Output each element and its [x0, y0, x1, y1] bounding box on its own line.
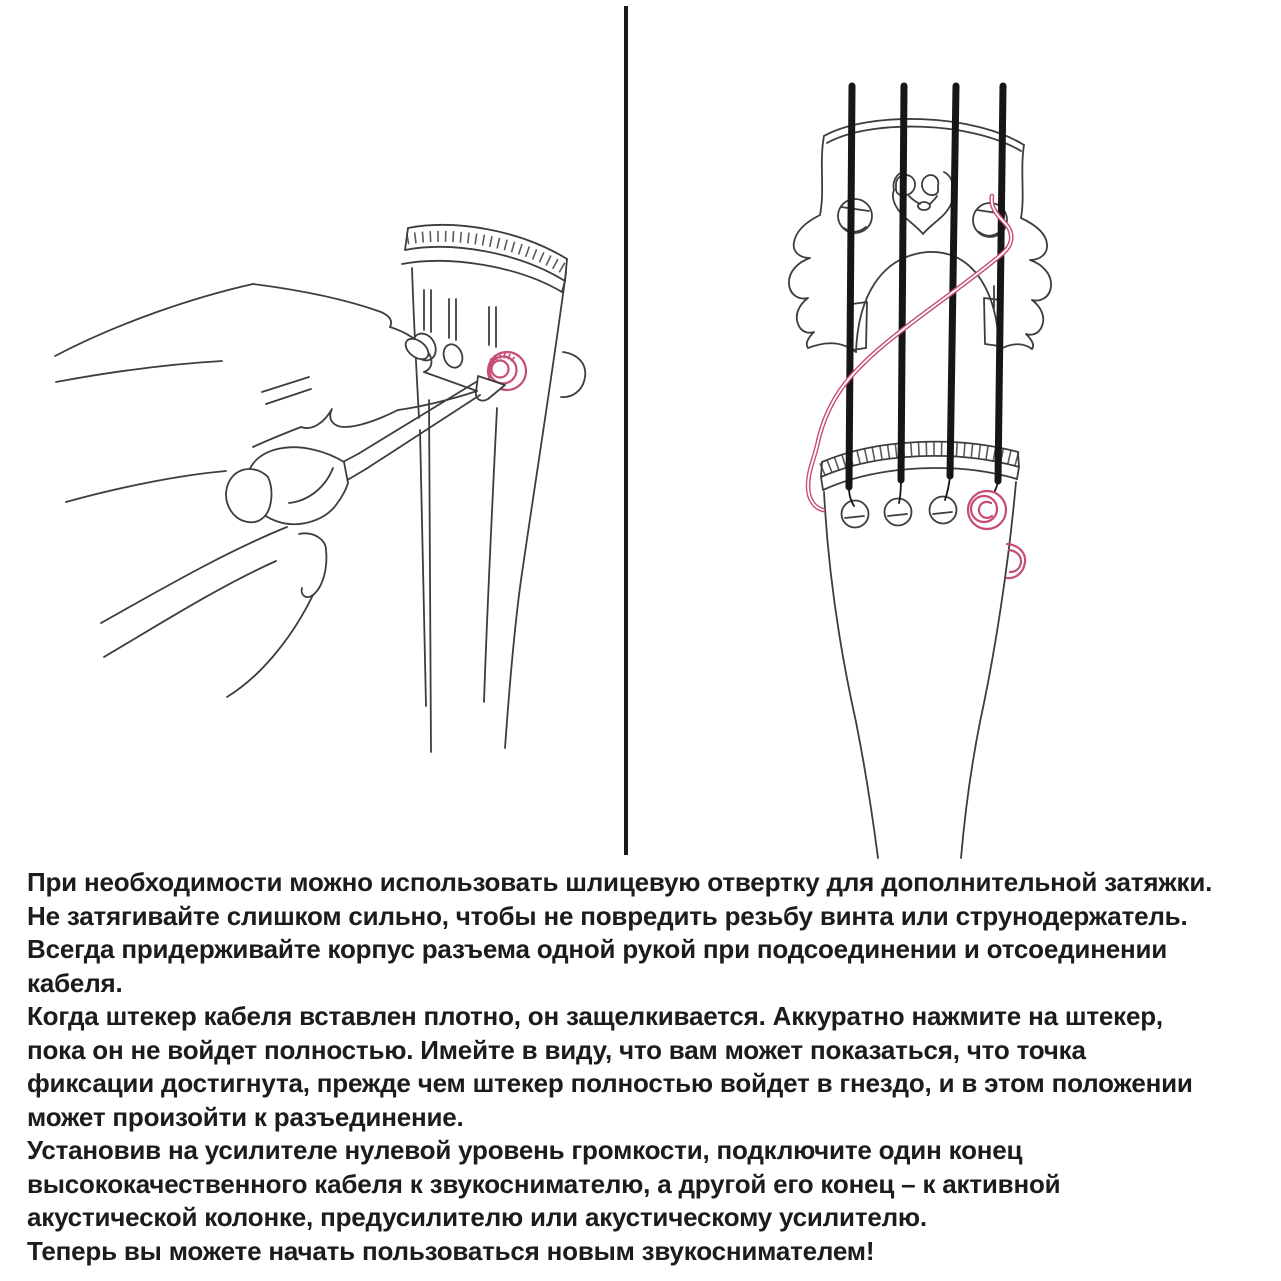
instructions-text	[27, 866, 1259, 1268]
text-line: Не затягивайте слишком сильно, чтобы не повредить резьбу винта или струнодержатель.	[27, 900, 1188, 931]
text-line: кабеля.	[27, 967, 123, 998]
side-knob	[1007, 544, 1025, 578]
text-line: высококачественного кабеля к звукоснимателю, а другой его конец – к активной	[27, 1168, 1061, 1199]
wrist-line-2	[104, 561, 276, 657]
hand-back	[253, 284, 391, 327]
bridge-eye-left	[838, 199, 872, 233]
fine-tuner-bump	[561, 352, 585, 397]
text-line: Когда штекер кабеля вставлен плотно, он защелкивается. Аккуратно нажмите на штекер,	[27, 1001, 1163, 1031]
text-line: акустической колонке, предусилителю или акустическому усилителю.	[27, 1202, 927, 1232]
hand-edge	[227, 595, 313, 697]
thumb	[226, 469, 271, 522]
left-illustration-screwdriver	[0, 0, 624, 862]
text-line: пока он не войдет полностью. Имейте в виду, что вам может показаться, что точка	[27, 1034, 1086, 1065]
curled-finger	[299, 533, 326, 597]
tailpiece-side-view	[402, 225, 585, 752]
screwdriver-tip	[476, 376, 505, 401]
thumbnail	[402, 335, 432, 364]
pickup-cable	[808, 196, 1011, 510]
text-line: Всегда придерживайте корпус разъема одной рукой при подсоединении и отсоединении	[27, 934, 1168, 964]
bridge-arch	[856, 252, 999, 352]
text-line: Теперь вы можете начать пользоваться новым звукоснимателем!	[27, 1235, 875, 1266]
wrist-line-1	[101, 527, 287, 623]
finger-crease	[262, 377, 311, 404]
output-jack	[968, 491, 1006, 529]
text-line: может произойти к разъединение.	[27, 1101, 464, 1132]
upper-wrist-top	[55, 284, 253, 356]
text-line: Установив на усилителе нулевой уровень громкости, подключите один конец	[27, 1135, 1023, 1165]
wrist-top	[66, 471, 226, 502]
text-line: фиксации достигнута, прежде чем штекер полностью войдет в гнездо, и в этом положении	[27, 1068, 1193, 1098]
middle-finger	[301, 409, 398, 428]
text-line: При необходимости можно использовать шлицевую отвертку для дополнительной затяжки.	[27, 867, 1213, 897]
upper-wrist-bottom	[56, 361, 222, 382]
right-illustration-bridge	[628, 0, 1281, 862]
